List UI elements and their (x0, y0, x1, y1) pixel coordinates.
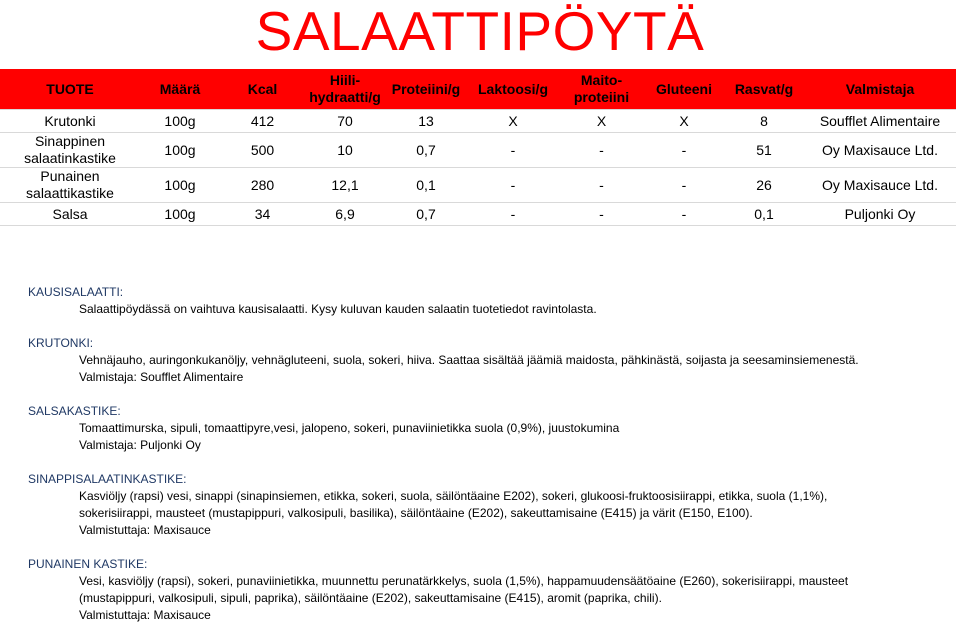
product-name-line: Punainen salaattikastike (26, 168, 114, 201)
note-section-salsa (28, 403, 958, 454)
header-cell-protein: Proteiini/g (385, 69, 467, 110)
amount-cell: 100g (140, 110, 220, 133)
ingredient-notes (28, 284, 958, 624)
header-cell-carbs: Hiili- hydraatti/g (305, 69, 385, 110)
product-cell: Salsa (0, 203, 140, 226)
protein-cell: 13 (385, 110, 467, 133)
gluten-cell: - (644, 133, 724, 168)
header-cell-milk-protein: Maito- proteiini (559, 69, 644, 110)
carbs-cell: 70 (305, 110, 385, 133)
section-line: sokerisiirappi, mausteet (mustapippuri, valkosipuli, basilika), säilöntäaine (E202), sakeuttamisaine (E415) ja värit (E150, E100). (79, 506, 753, 520)
table-row (0, 110, 956, 133)
gluten-cell: - (644, 168, 724, 203)
product-cell (0, 168, 140, 203)
product-cell (0, 133, 140, 168)
note-section-crouton (28, 335, 958, 386)
note-section-mustard-dressing (28, 471, 958, 539)
section-line: Salaattipöydässä on vaihtuva kausisalaatti. Kysy kuluvan kauden salaatin tuotetiedot ravintolasta. (79, 302, 597, 316)
protein-cell: 0,7 (385, 203, 467, 226)
section-body (28, 352, 958, 386)
header-cell-lactose: Laktoosi/g (467, 69, 559, 110)
note-section-seasonal-salad (28, 284, 958, 318)
section-line: Vehnäjauho, auringonkukanöljy, vehnägluteeni, suola, sokeri, hiiva. Saattaa sisältää jäämiä maidosta, pähkinästä, soijasta ja seesaminsiemenestä. (79, 353, 859, 367)
milk-protein-cell: - (559, 203, 644, 226)
milk-protein-cell: X (559, 110, 644, 133)
fat-cell: 0,1 (724, 203, 804, 226)
gluten-cell: X (644, 110, 724, 133)
section-body (28, 420, 958, 454)
fat-cell: 26 (724, 168, 804, 203)
header-cell-kcal: Kcal (220, 69, 305, 110)
product-name-line: Sinappinen salaatinkastike (24, 133, 116, 166)
manufacturer-cell: Soufflet Alimentaire (804, 110, 956, 133)
gluten-cell: - (644, 203, 724, 226)
nutrition-table (0, 69, 956, 226)
carbs-cell: 12,1 (305, 168, 385, 203)
section-line: Valmistaja: Puljonki Oy (79, 438, 201, 452)
amount-cell: 100g (140, 133, 220, 168)
header-cell-fat: Rasvat/g (724, 69, 804, 110)
section-title: KRUTONKI: (28, 336, 94, 350)
manufacturer-cell: Puljonki Oy (804, 203, 956, 226)
section-line: (mustapippuri, valkosipuli, sipuli, paprika), säilöntäaine (E202), sakeuttamisaine (E415), aromit (paprika, chili). (79, 591, 662, 605)
section-title: SINAPPISALAATINKASTIKE: (28, 472, 187, 486)
section-line: Valmistuttaja: Maxisauce (79, 608, 211, 622)
fat-cell: 51 (724, 133, 804, 168)
lactose-cell: - (467, 203, 559, 226)
header-cell-gluten: Gluteeni (644, 69, 724, 110)
lactose-cell: X (467, 110, 559, 133)
protein-cell: 0,7 (385, 133, 467, 168)
table-row (0, 203, 956, 226)
lactose-cell: - (467, 133, 559, 168)
lactose-cell: - (467, 168, 559, 203)
table-row (0, 168, 956, 203)
carbs-cell: 6,9 (305, 203, 385, 226)
section-title: PUNAINEN KASTIKE: (28, 557, 148, 571)
fat-cell: 8 (724, 110, 804, 133)
header-cell-amount: Määrä (140, 69, 220, 110)
section-body (28, 488, 958, 539)
milk-protein-cell: - (559, 168, 644, 203)
manufacturer-cell: Oy Maxisauce Ltd. (804, 133, 956, 168)
section-body (28, 301, 958, 318)
section-title: SALSAKASTIKE: (28, 404, 121, 418)
section-title: KAUSISALAATTI: (28, 285, 124, 299)
header-cell-manufacturer: Valmistaja (804, 69, 956, 110)
section-line: Vesi, kasviöljy (rapsi), sokeri, punaviinietikka, muunnettu perunatärkkelys, suola (1,5%), happamuudensäätöaine (E260), sokerisiirappi, mausteet (79, 574, 849, 588)
section-line: Kasviöljy (rapsi) vesi, sinappi (sinapinsiemen, etikka, sokeri, suola, säilöntäaine E202), sokeri, glukoosi-fruktoosisiirappi, etikka, suola (1,1%), (79, 489, 828, 503)
kcal-cell: 34 (220, 203, 305, 226)
section-line: Valmistaja: Soufflet Alimentaire (79, 370, 244, 384)
section-line: Tomaattimurska, sipuli, tomaattipyre,vesi, jalopeno, sokeri, punaviinietikka suola (0,9%), juustokumina (79, 421, 620, 435)
carbs-cell: 10 (305, 133, 385, 168)
note-section-red-dressing (28, 556, 958, 624)
header-cell-product: TUOTE (0, 69, 140, 110)
amount-cell: 100g (140, 168, 220, 203)
table-row (0, 133, 956, 168)
kcal-cell: 280 (220, 168, 305, 203)
protein-cell: 0,1 (385, 168, 467, 203)
manufacturer-cell: Oy Maxisauce Ltd. (804, 168, 956, 203)
section-body (28, 573, 958, 624)
kcal-cell: 500 (220, 133, 305, 168)
product-cell: Krutonki (0, 110, 140, 133)
milk-protein-cell: - (559, 133, 644, 168)
amount-cell: 100g (140, 203, 220, 226)
kcal-cell: 412 (220, 110, 305, 133)
table-header-row (0, 69, 956, 110)
page-title: SALAATTIPÖYTÄ (255, 0, 705, 62)
section-line: Valmistuttaja: Maxisauce (79, 523, 211, 537)
